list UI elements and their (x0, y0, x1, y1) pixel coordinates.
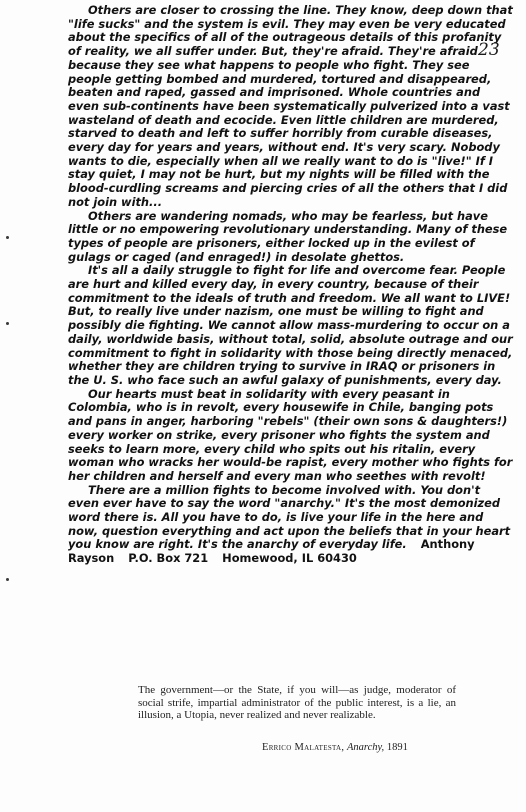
quote-work: Anarchy, (346, 742, 385, 753)
essay-paragraph: Our hearts must beat in solidarity with every peasant in Colombia, who is in revolt, every housewife in Chile, banging pots and pans in anger, harboring "rebels" (their own sons & daughters!) every worker on strike, every prisoner who fights the system and seeks to learn more, every child who spits out his ritalin, every woman who wracks her would-be rapist, every mother who fights for her children and herself and every man who seethes with revolt! (68, 386, 513, 483)
quote-year: 1891 (386, 742, 408, 753)
margin-mark (6, 578, 9, 581)
essay-paragraph: Others are wandering nomads, who may be fearless, but have little or no empowering revolutionary understanding. Many of these types of people are prisoners, either locked up in the evilest of gulags or caged (and enraged!) in desolate ghettos. (68, 208, 508, 264)
margin-mark (6, 322, 9, 325)
essay-paragraph-text: There are a million fights to become involved with. You don't even ever have to say the word "anarchy." It's the most demonized word there is. All you have to do, is live your life in the here and now, question everything and act upon the beliefs that in your heart you know are right. It's the anarchy of everyday life. (68, 482, 511, 552)
epigraph-quote (138, 684, 456, 722)
page-number: 23 (478, 40, 500, 60)
essay-body (68, 4, 514, 566)
essay-paragraph: Others are closer to crossing the line. They know, deep down that "life sucks" and the system is evil. They may even be very educated about the specifics of all of the outrageous details of this profanity of reality, we all suffer under. But, they're afraid. They're afraid because they see what happens to people who fight. They see people getting bombed and murdered, tortured and disappeared, beaten and raped, gassed and imprisoned. Whole countries and even sub-continents have been systematically pulverized into a vast wasteland of death and ecocide. Even little children are murdered, starved to death and left to suffer horribly from curable diseases, every day for years and years, without end. It's very scary. Nobody wants to die, especially when all we really want to do is "live!" If I stay quiet, I may not be hurt, but my nights will be filled with the blood-curdling screams and piercing cries of all the others that I did not join with... (68, 3, 513, 209)
signature-name: Anthony Rayson (68, 537, 475, 566)
essay-paragraph: It's all a daily struggle to fight for life and overcome fear. People are hurt and killed every day, in every country, because of their commitment to the ideals of truth and freedom. We all want to LIVE! But, to really live under nazism, one must be willing to fight and possibly die fighting. We cannot allow mass-murdering to occur on a daily, worldwide basis, without total, solid, absolute outrage and our commitment to fight in solidarity with those being directly menaced, whether they are children trying to survive in IRAQ or prisoners in the U. S. who face such an awful galaxy of punishments, every day. (68, 263, 513, 387)
quote-author: Errico Malatesta, (262, 742, 345, 753)
essay-paragraph-final (68, 484, 514, 566)
quote-text: The government—or the State, if you will—as judge, moderator of social strife, impartial administrator of the public interest, is a lie, an illusion, a Utopia, never realized and never realizable. (138, 684, 456, 722)
signature-city: Homewood, IL 60430 (222, 551, 357, 566)
margin-mark (6, 236, 9, 239)
signature-address: P.O. Box 721 (128, 551, 209, 566)
quote-attribution (262, 742, 462, 753)
